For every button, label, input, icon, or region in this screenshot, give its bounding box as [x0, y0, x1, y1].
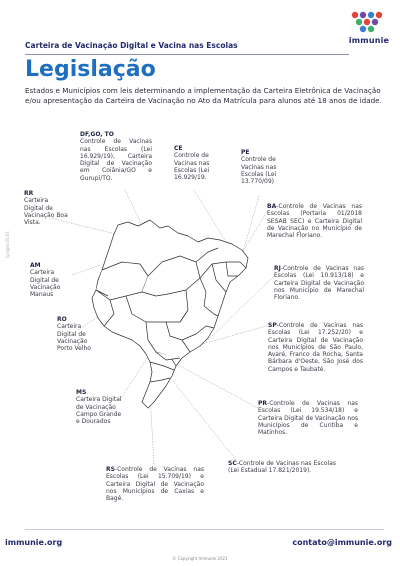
- callout-rj: [274, 265, 364, 301]
- callout-ba: [267, 203, 362, 239]
- callout-am-code: AM: [30, 262, 41, 269]
- callout-ro: [57, 316, 101, 352]
- footer-email-link[interactable]: contato@immunie.org: [292, 538, 392, 547]
- leader-line-am: [72, 265, 100, 275]
- callout-ba-text: -Controle de Vacinas nas Escolas (Portaria 01/2018 SESAB SEC) e Carteira Digital de Vacinação no Município de Marechal Floriano.: [267, 203, 362, 240]
- callout-ro-text: Carteira Digital de Vacinação Porto Velho: [57, 323, 91, 353]
- callout-rr: [24, 190, 69, 226]
- leader-line-sc: [172, 380, 236, 460]
- footer-website-link[interactable]: immunie.org: [5, 538, 63, 547]
- callout-sp-text: -Controle de Vacinas nas Escolas (Lei 17.252/20) e Carteira Digital de Vacinação nos Municípios de São Paulo, Avaré, Franco da Rocha, Santa Bárbara d'Oeste, São José dos Campos e Taubaté.: [268, 322, 363, 373]
- callout-am-text: Carteira Digital de Vacinação Manaus: [30, 269, 61, 299]
- callout-pe: [241, 149, 281, 185]
- footer-divider: [25, 529, 384, 530]
- callout-pr: [258, 400, 358, 436]
- callout-sc-code: SC: [228, 460, 237, 467]
- callout-ce-text: Controle de Vacinas nas Escolas (Lei 16.929/19.: [174, 152, 210, 182]
- callout-df-go-to-code: DF,GO, TO: [80, 131, 114, 138]
- footer-copyright: © Copyright Immunie 2021: [172, 556, 228, 561]
- callout-rs: [106, 466, 204, 502]
- callout-am: [30, 262, 74, 298]
- callout-ms-text: Carteira Digital de Vacinação Campo Grande e Dourados: [76, 396, 122, 426]
- callout-ms: [76, 389, 126, 425]
- callout-rj-text: -Controle de Vacinas nas Escolas (Lei 10.913/18) e Carteira Digital de Vacinação nos Municipio de Marechal Floriano.: [274, 265, 364, 302]
- brazil-states: [92, 220, 248, 408]
- callout-rs-text: -Controle de Vacinas nas Escolas (Lei 15.709/19) e Carteira Digital de Vacinação nos Municípios de Caxias e Bagé.: [106, 466, 204, 503]
- header-subtitle: Carteira de Vacinação Digital e Vacina nas Escolas: [25, 41, 238, 50]
- callout-sp-code: SP: [268, 322, 277, 329]
- callout-ms-code: MS: [76, 389, 87, 396]
- callout-ce-code: CE: [174, 145, 183, 152]
- callout-ro-code: RO: [57, 316, 67, 323]
- callout-pe-text: Controle de Vacinas nas Escolas (Lei 13.770/09): [241, 156, 277, 186]
- callout-rr-code: RR: [24, 190, 34, 197]
- callout-pe-code: PE: [241, 149, 250, 156]
- page-title: Legislação: [25, 57, 156, 82]
- leader-line-pe: [243, 196, 259, 252]
- callout-rr-text: Carteira Digital de Vacinação Boa Vista.: [24, 197, 68, 227]
- callout-sc-text: -Controle de Vacinas nas Escolas (Lei Estadual 17.821/2019).: [228, 460, 336, 475]
- leader-line-pr: [178, 365, 258, 408]
- side-document-id: Igrapro.00.01: [5, 230, 10, 258]
- callout-sp: [268, 322, 363, 373]
- callout-rs-code: RS: [106, 466, 115, 473]
- callout-df-go-to-text: Controle de Vacinas nas Escolas (Lei 16.929/19), Carteira Digital de Vacinação em Coiânia/GO e Gurupi/TO.: [80, 138, 152, 182]
- callout-rj-code: RJ: [274, 265, 281, 272]
- callout-ce: [174, 145, 220, 181]
- callout-pr-code: PR: [258, 400, 268, 407]
- intro-paragraph: Estados e Municípios com leis determinando a implementação da Carteira Eletrônica de Vacinação e/ou apresentação da Carteira de Vacinação no Ato da Matrícula para alunos até 18 anos de idade.: [25, 86, 382, 105]
- callout-df-go-to: [80, 131, 152, 182]
- callout-pr-text: -Controle de Vacinas nas Escolas (Lei 19.534/18) e Carteira Digital de Vacinação nos Municípios de Curitiba e Matinhos.: [258, 400, 358, 437]
- callout-ba-code: BA: [267, 203, 277, 210]
- callout-sc: [228, 460, 336, 475]
- leader-line-ce: [194, 190, 225, 240]
- brand-name: immunie: [348, 36, 390, 45]
